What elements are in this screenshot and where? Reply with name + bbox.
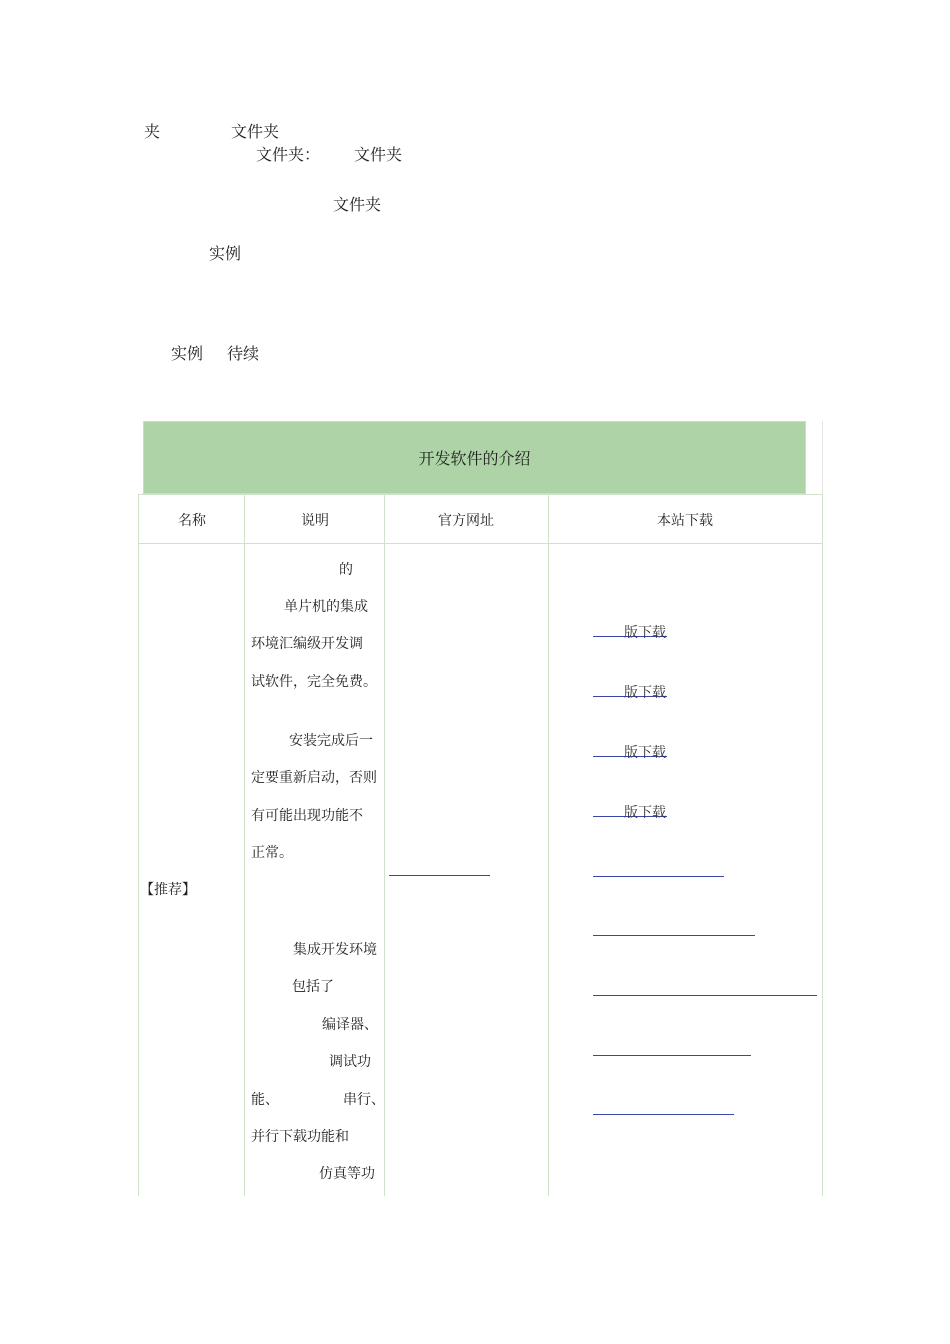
folder-text: 文件夹 (354, 145, 403, 164)
official-site-link[interactable] (389, 875, 490, 876)
desc-line: 安装完成后一 (289, 733, 373, 749)
to-be-continued-text: 待续 (227, 344, 260, 363)
desc-line: 定要重新启动，否则 (251, 770, 377, 786)
desc-line: 仿真等功 (319, 1166, 375, 1182)
table-border (244, 494, 245, 1196)
desc-line: 正常。 (251, 845, 293, 861)
table-title-banner (143, 421, 806, 494)
desc-line: 并行下载功能和 (251, 1129, 349, 1145)
desc-line: 有可能出现功能不 (251, 808, 363, 824)
desc-line: 的 (339, 562, 353, 578)
download-link-label[interactable]: 版下载 (624, 625, 666, 641)
download-link[interactable] (593, 995, 817, 996)
folder-text: 文件夹 (333, 195, 382, 214)
download-link-label[interactable]: 版下载 (624, 745, 666, 761)
desc-line: 能、 (251, 1092, 279, 1108)
download-link[interactable] (593, 1055, 751, 1056)
desc-line: 包括了 (292, 979, 334, 995)
download-link-label[interactable]: 版下载 (624, 685, 666, 701)
desc-line: 试软件，完全免费。 (251, 674, 377, 690)
table-border (138, 543, 823, 544)
folder-text: 文件夹 (231, 122, 280, 141)
example-text: 实例 (171, 344, 204, 363)
download-link[interactable] (593, 935, 755, 936)
folder-label: 文件夹： (256, 145, 321, 164)
header-local-download: 本站下载 (657, 513, 713, 529)
download-link[interactable] (593, 876, 724, 877)
desc-line: 环境汇编级开发调 (251, 636, 363, 652)
header-official-site: 官方网址 (438, 513, 494, 529)
table-border (138, 494, 139, 1196)
desc-line: 编译器、 (322, 1017, 378, 1033)
example-text: 实例 (209, 244, 242, 263)
desc-line: 调试功 (329, 1054, 371, 1070)
table-title: 开发软件的介绍 (418, 449, 531, 468)
table-border (822, 494, 823, 1196)
desc-line: 单片机的集成 (284, 599, 368, 615)
table-border (548, 494, 549, 1196)
fragment-text: 夹 (144, 122, 161, 141)
header-name: 名称 (178, 513, 206, 529)
table-border (822, 421, 823, 494)
software-name: 【推荐】 (140, 882, 196, 898)
download-link-label[interactable]: 版下载 (624, 805, 666, 821)
desc-line: 串行、 (343, 1092, 385, 1108)
download-link[interactable] (593, 1114, 734, 1115)
header-description: 说明 (301, 513, 329, 529)
desc-line: 集成开发环境 (293, 942, 377, 958)
table-border (138, 494, 823, 495)
